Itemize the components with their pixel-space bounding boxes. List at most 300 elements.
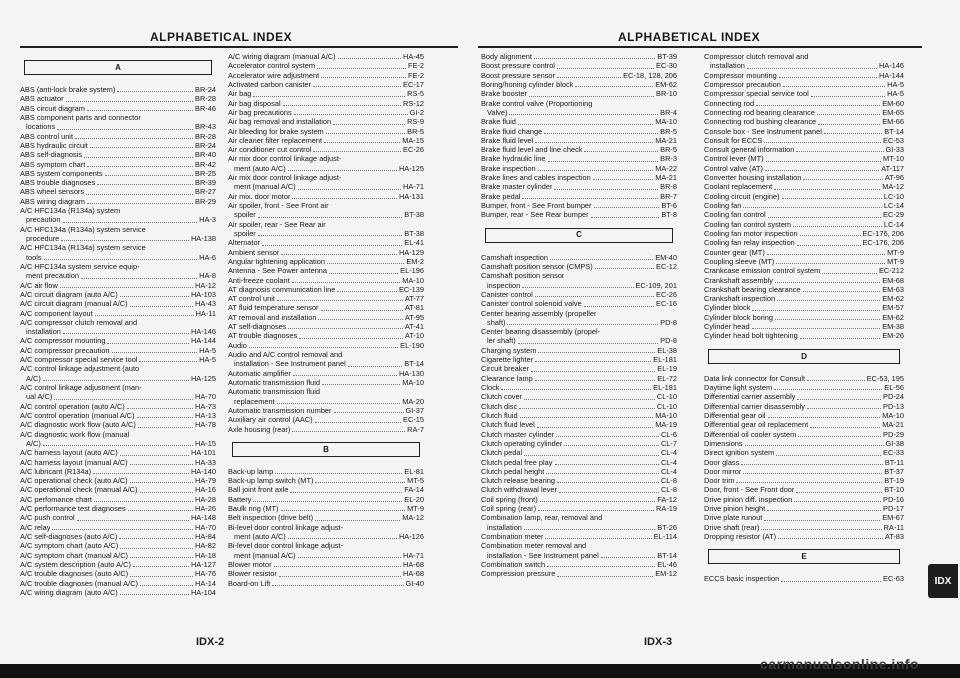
index-entry [481,80,677,89]
index-entry [704,173,904,182]
dot-leader [112,352,198,353]
index-entry-text: Cooling fan motor inspection [704,228,798,238]
index-entry [20,551,216,560]
index-entry [704,238,904,247]
dot-leader [86,194,193,195]
dot-leader [519,408,655,409]
index-entry-page-ref: HA-5 [199,355,216,365]
index-entry-text: Combination meter [481,532,544,541]
index-entry-text: Automatic amplifier [228,368,291,378]
index-entry [20,290,216,299]
index-entry-text: A/C wiring diagram (manual A/C) [228,52,336,61]
index-entry-text: Door glass [704,457,740,467]
index-entry-page-ref: HA-14 [195,578,216,588]
index-entry [704,220,904,229]
index-entry-text: Center bearing disassembly (propel- [481,327,601,337]
index-entry-page-ref: BR-10 [656,89,677,99]
index-entry [481,281,677,290]
index-entry-text: Blower motor [228,559,272,569]
index-entry [228,61,424,70]
index-entry-page-ref: EM-62 [882,294,904,304]
index-entry [20,411,216,420]
index-entry [704,402,904,411]
index-entry [228,369,424,378]
dot-leader [535,142,653,143]
index-entry-page-ref: EM-63 [882,284,904,294]
dot-leader [776,263,885,264]
index-entry-page-ref: EM-12 [655,569,677,579]
index-entry-text: A/C trouble diagnoses (manual A/C) [20,578,138,588]
index-entry-text: Door, front - See Front door [704,485,795,495]
index-entry-text: AT trouble diagnoses [228,331,298,341]
index-entry [228,266,424,275]
dot-leader [292,198,397,199]
index-entry-page-ref: HA-129 [398,247,424,257]
index-entry-text: Cooling fan control [704,210,766,220]
index-entry-page-ref: BR-28 [195,94,216,104]
section-letter-d: D [708,349,900,364]
index-entry-page-ref: HA-73 [195,401,216,411]
dot-leader [117,91,193,92]
dot-leader [822,273,877,274]
index-entry [228,173,424,182]
index-entry-page-ref: HA-78 [195,420,216,430]
index-entry-text: Coupling sleeve (MT) [704,256,775,266]
index-entry-page-ref: HA-5 [887,89,904,99]
index-entry [481,99,677,108]
idx-section-tab[interactable]: IDX [928,564,958,598]
index-entry-page-ref: HA-5 [887,79,904,89]
index-entry-page-ref: HA-5 [199,345,216,355]
index-entry [20,523,216,532]
index-entry [20,458,216,467]
index-entry-text: AT fluid temperature sensor [228,303,319,313]
dot-leader [794,501,881,502]
index-entry-text: ment (manual A/C) [234,182,296,192]
dot-leader [782,198,882,199]
index-entry-text: Air spoiler, rear - See Rear air [228,219,326,229]
dot-leader [95,315,194,316]
index-entry [704,71,904,80]
index-entry-text: spoiler [234,210,256,220]
index-entry-text: A/C lubricant (R134a) [20,466,92,476]
index-entry-page-ref: EL-19 [657,364,677,374]
index-entry-text: Coil spring (front) [481,494,538,504]
index-entry-text: A/C harness layout (auto A/C) [20,448,118,458]
index-entry [704,229,904,238]
index-entry-text: Clutch fluid level [481,420,535,430]
index-entry-page-ref: EL-181 [653,355,677,365]
index-entry-text: Brake master cylinder [481,182,553,192]
index-entry-text: Crankshaft assembly [704,275,774,285]
index-entry-text: Clutch master cylinder [481,429,555,439]
index-entry-page-ref: PD-24 [883,392,904,402]
index-entry-text: AT removal and installation [228,312,317,322]
dot-leader [575,86,653,87]
index-entry-page-ref: HA-130 [398,368,424,378]
index-entry-page-ref: EC-26 [656,289,677,299]
index-entry-text: Control lever (MT) [704,154,764,164]
index-entry-page-ref: HA-8 [199,271,216,281]
index-entry-text: Bumper, front - See Front bumper [481,201,592,210]
index-entry-page-ref: MA-15 [402,135,424,145]
index-entry-text: Air mix. door motor [228,191,291,201]
dot-leader [810,427,880,428]
dot-leader [811,96,885,97]
dot-leader [326,133,405,134]
dot-leader [274,566,402,567]
index-entry-page-ref: FE-2 [407,61,424,71]
index-entry [228,285,424,294]
index-entry-text: Body alignment [481,52,532,61]
index-entry-text: Clutch pedal [481,448,523,458]
index-entry-page-ref: HA-45 [403,52,424,61]
index-entry-page-ref: BT-19 [884,476,904,486]
index-entry [20,141,216,150]
index-entry-text: shaft) [487,317,506,327]
index-entry-page-ref: HA-146 [878,61,904,71]
index-entry-page-ref: AT-10 [404,331,424,341]
index-entry [228,210,424,219]
index-entry-page-ref: CL-4 [660,457,677,467]
index-entry [228,378,424,387]
dot-leader [105,175,193,176]
index-entry [481,182,677,191]
index-entry-page-ref: GI-33 [885,145,904,155]
index-entry-text: Dropping resistor (AT) [704,532,777,541]
index-entry-page-ref: PD-8 [660,317,677,327]
index-entry-text: Automatic transmission fluid [228,387,321,397]
index-entry [481,467,677,476]
dot-leader [559,492,659,493]
index-entry [704,136,904,145]
index-entry [20,150,216,159]
dot-leader [120,455,189,456]
index-entry-page-ref: PD-8 [660,336,677,346]
index-entry-page-ref: HA-71 [403,550,424,560]
dot-leader [290,492,402,493]
index-entry-text: Differential oil cooler system [704,429,797,439]
index-entry [228,523,424,532]
index-entry [20,197,216,206]
index-entry-page-ref: HA-11 [195,308,216,318]
index-entry [704,574,904,583]
index-entry-text: A/C compressor mounting [20,336,106,346]
dot-leader [817,114,880,115]
index-entry [704,145,904,154]
index-entry-page-ref: EM-67 [882,513,904,523]
index-entry-page-ref: PD-16 [883,494,904,504]
index-entry [704,117,904,126]
index-entry-page-ref: HA-71 [403,182,424,192]
index-entry-page-ref: HA-26 [195,504,216,514]
index-entry-page-ref: HA-70 [195,392,216,402]
index-entry-text: Clutch cover [481,392,523,402]
index-entry-page-ref: BT-37 [884,466,904,476]
index-entry [20,569,216,578]
dot-leader [824,133,882,134]
right-page-title: ALPHABETICAL INDEX [618,30,761,44]
right-title-rule [478,46,922,48]
index-entry-text: A/C system description (auto A/C) [20,559,131,569]
dot-leader [554,189,658,190]
index-entry-text: Door trim [704,476,735,486]
index-entry [704,411,904,420]
dot-leader [776,455,881,456]
index-entry-page-ref: GI-40 [405,578,424,588]
index-entry-page-ref: AT-117 [881,163,904,173]
index-entry-text: ABS self-diagnosis [20,150,83,160]
dot-leader [277,403,401,404]
index-entry-page-ref: EM-2 [406,256,424,266]
dot-leader [334,412,404,413]
dot-leader [299,338,403,339]
index-entry-text: ABS system components [20,168,103,178]
dot-leader [130,482,193,483]
index-entry-page-ref: EC-33 [883,448,904,458]
dot-leader [337,291,397,292]
index-entry-page-ref: BR-39 [195,178,216,188]
index-entry [20,467,216,476]
dot-leader [281,510,406,511]
index-entry-page-ref: EL-81 [404,466,424,476]
index-entry-text: Board-on Lift [228,578,271,588]
index-entry-page-ref: HA-43 [195,299,216,309]
index-entry-page-ref: BR-40 [195,150,216,160]
index-entry-page-ref: MA-19 [655,420,677,430]
dot-leader [546,473,659,474]
index-entry-page-ref: BR-24 [195,140,216,150]
index-entry-text: A/C performance test diagnoses [20,504,126,514]
index-entry [228,136,424,145]
dot-leader [522,287,633,288]
index-entry [228,99,424,108]
dot-leader [796,492,882,493]
dot-leader [133,566,189,567]
index-entry-text: tools [26,252,42,262]
index-entry [481,127,677,136]
dot-leader [534,58,655,59]
index-entry [20,355,216,364]
index-entry [228,406,424,415]
index-entry-page-ref: EC-26 [403,145,424,155]
index-entry [228,294,424,303]
index-entry-text: Axle housing (rear) [228,424,291,434]
index-entry [228,579,424,588]
index-entry-text: installation [487,522,522,532]
index-entry-page-ref: HA-131 [398,191,424,201]
index-entry [228,71,424,80]
dot-leader [775,319,880,320]
index-entry-text: Cylinder head [704,322,750,332]
dot-leader [774,389,882,390]
dot-leader [594,207,660,208]
index-entry [228,476,424,485]
dot-leader [130,464,193,465]
index-entry-page-ref: MA-10 [402,275,424,285]
index-entry [20,402,216,411]
index-entry-text: Camshaft inspection [481,252,548,262]
index-entry-text: Activated carbon canister [228,79,311,89]
index-entry [20,253,216,262]
index-entry-page-ref: CL-4 [660,466,677,476]
index-entry-text: Cooling fan relay inspection [704,238,795,248]
index-entry [20,169,216,178]
index-entry-text: Audio [228,340,247,350]
index-entry-page-ref: EC-53 [883,135,904,145]
index-entry [704,127,904,136]
index-entry-page-ref: HA-144 [878,70,904,80]
index-entry [704,476,904,485]
index-entry-page-ref: EL-46 [657,559,677,569]
index-entry [704,154,904,163]
index-entry-page-ref: BR-3 [660,154,677,164]
index-entry [704,504,904,513]
index-entry-text: Brake hydraulic line [481,154,546,164]
index-entry-text: A/C HFC134a (R134a) system service [20,224,146,234]
dot-leader [272,585,403,586]
section-letter-a: A [24,60,212,75]
dot-leader [333,124,405,125]
index-entry [481,532,677,541]
index-entry-text: Accelerator wire adjustment [228,70,320,80]
index-entry [228,467,424,476]
dot-leader [531,371,655,372]
index-entry-text: Clutch pedal free play [481,457,553,467]
dot-leader [538,352,655,353]
index-entry-page-ref: AT-41 [404,322,424,332]
dot-leader [77,520,189,521]
dot-leader [584,306,654,307]
dot-leader [283,105,401,106]
index-entry-text: Brake fluid level and line check [481,145,583,155]
index-entry-page-ref: HA-33 [195,457,216,467]
index-column-1 [20,52,216,597]
index-entry-page-ref: EM-38 [882,322,904,332]
index-entry-page-ref: BT-8 [661,210,677,220]
index-entry-page-ref: BT-10 [884,485,904,495]
index-entry-page-ref: BR-42 [195,159,216,169]
index-entry [704,467,904,476]
dot-leader [140,585,193,586]
index-entry [481,173,677,182]
index-entry-text: Combination meter removal and [481,541,587,551]
dot-leader [756,105,880,106]
dot-leader [138,427,193,428]
index-entry-text: Clutch pedal height [481,466,545,476]
index-entry [228,350,424,359]
index-entry-page-ref: AT-77 [404,294,424,304]
index-entry-text: A/C) [26,438,41,448]
index-entry-text: A/C operational check (manual A/C) [20,485,138,495]
index-entry [228,154,424,163]
index-entry-text: Bi-level door control linkage adjust- [228,541,344,551]
index-entry-page-ref: BR-28 [195,131,216,141]
index-entry-text: Circuit breaker [481,364,530,374]
index-entry-text: AT control unit [228,294,275,304]
index-entry-text: Connecting rod [704,98,755,108]
index-entry-text: ABS control unit [20,131,73,141]
index-entry-page-ref: EL-72 [657,373,677,383]
index-entry-text: Brake lines and cables inspection [481,173,591,183]
index-entry-text: Air mix door control linkage adjust- [228,173,342,183]
index-entry [481,299,677,308]
dot-leader [538,170,654,171]
index-entry [20,420,216,429]
index-entry [704,448,904,457]
dot-leader [324,142,400,143]
index-entry-page-ref: HA-3 [199,215,216,225]
index-entry-text: inspection [487,280,521,290]
dot-leader [752,310,880,311]
index-entry [481,271,677,280]
index-entry [228,560,424,569]
index-entry-page-ref: HA-146 [190,327,216,337]
index-entry [481,551,677,560]
index-entry [481,383,677,392]
dot-leader [591,217,660,218]
index-entry [20,336,216,345]
index-entry [228,397,424,406]
index-entry-text: Compressor special service tool [704,89,809,99]
index-entry [20,132,216,141]
index-entry-page-ref: BR-5 [660,126,677,136]
index-entry-text: locations [26,122,56,132]
index-entry-page-ref: BR-5 [660,145,677,155]
index-entry [20,588,216,597]
index-entry-page-ref: MA-10 [402,377,424,387]
index-entry-text: Differential carrier assembly [704,392,796,402]
dot-leader [298,189,401,190]
index-entry [20,271,216,280]
index-entry-text: Combination lamp, rear, removal and [481,513,603,523]
index-entry-text: ABS (anti-lock brake system) [20,85,116,94]
dot-leader [249,347,398,348]
dot-leader [798,436,881,437]
dot-leader [281,254,397,255]
dot-leader [524,399,655,400]
index-entry-text: A/C compressor special service tool [20,355,138,365]
index-entry-page-ref: HA-13 [195,410,216,420]
index-entry-text: Automatic transmission fluid [228,377,321,387]
index-entry [20,281,216,290]
index-entry-text: Brake pedal [481,191,521,201]
index-entry-text: A/C HFC134a system service equip- [20,261,140,271]
index-entry-page-ref: EM-40 [655,252,677,262]
index-entry-text: ABS hydraulic circuit [20,140,88,150]
dot-leader [61,240,189,241]
index-entry-text: Camshaft position sensor (CMPS) [481,261,593,271]
index-entry-text: A/C compressor clutch removal and [20,317,138,327]
index-entry-text: Differential carrier disassembly [704,401,805,411]
dot-leader [140,492,194,493]
index-entry [20,346,216,355]
index-entry-text: Converter housing installation [704,173,802,183]
dot-leader [321,310,403,311]
dot-leader [747,68,877,69]
index-entry-page-ref: MA-10 [655,117,677,127]
index-entry [20,392,216,401]
index-entry [481,495,677,504]
index-entry [704,61,904,70]
index-entry-page-ref: EC-176, 206 [862,228,904,238]
index-entry [228,541,424,550]
index-entry-page-ref: BR-25 [195,168,216,178]
dot-leader [535,296,654,297]
index-entry-text: Canister control [481,289,533,299]
dot-leader [557,77,621,78]
index-entry [704,201,904,210]
